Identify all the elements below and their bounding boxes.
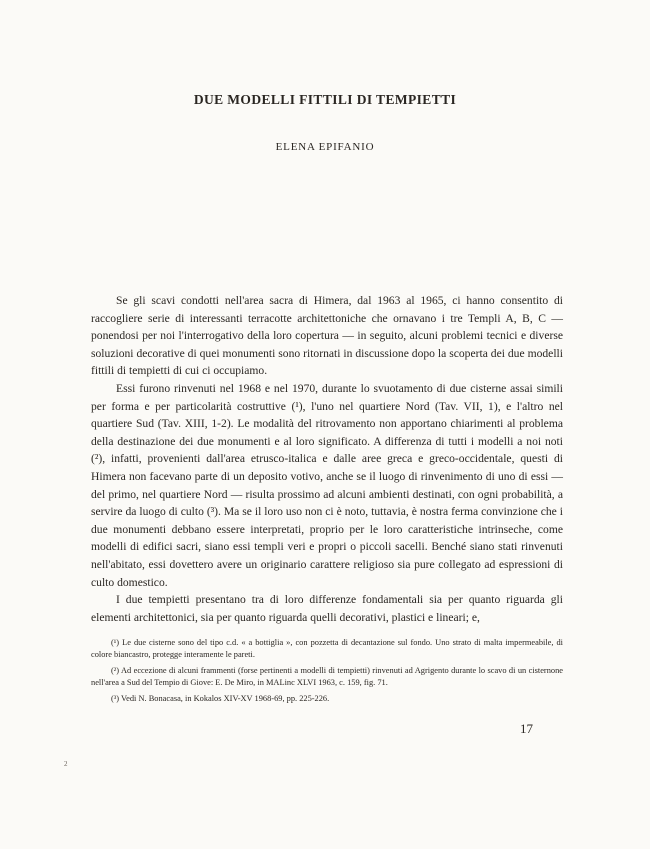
article-body: [91, 292, 563, 626]
footnote: (¹) Le due cisterne sono del tipo c.d. « a bottiglia », con pozzetta di decantazione sul fondo. Uno strato di malta impermeabile, di colore biancastro, protegge interamente le pareti.: [91, 638, 563, 659]
author-name: ELENA EPIFANIO: [275, 141, 375, 153]
page-number: 17: [520, 721, 533, 736]
paragraph: Se gli scavi condotti nell'area sacra di Himera, dal 1963 al 1965, ci hanno consentito di raccogliere serie di interessanti terracotte architettoniche che ornavano i tre Templi A, B, C — ponendosi per noi l'interrogativo della loro copertura — in seguito, alcuni problemi tecnici e diverse soluzioni decorative di quei monumenti sono ritornati in discussione dopo la scoperta dei due modelli fittili di tempietti di cui ci occupiamo.: [91, 294, 563, 378]
paragraph: I due tempietti presentano tra di loro differenze fondamentali sia per quanto riguarda gli elementi architettonici, sia per quanto riguarda quelli decorativi, plastici e lineari; e,: [91, 593, 563, 624]
footnotes: [91, 637, 563, 709]
article-title: DUE MODELLI FITTILI DI TEMPIETTI: [193, 92, 457, 107]
footnote: (³) Vedi N. Bonacasa, in Kokalos XIV-XV 1968-69, pp. 225-226.: [111, 694, 330, 703]
printer-mark: 2: [64, 760, 68, 768]
footnote: (²) Ad eccezione di alcuni frammenti (forse pertinenti a modelli di tempietti) rinvenuti ad Agrigento durante lo scavo di un cisternone nell'area a Sud del Tempio di Giove: E. De Miro, in MALinc XLVI 1963, c. 159, fig. 71.: [91, 666, 563, 687]
paragraph: Essi furono rinvenuti nel 1968 e nel 1970, durante lo svuotamento di due cisterne assai simili per forma e per particolarità costruttive (¹), l'uno nel quartiere Nord (Tav. VII, 1), e l'altro nel quartiere Sud (Tav. XIII, 1-2). Le modalità del ritrovamento non apportano chiarimenti al problema della destinazione dei due monumenti e al loro significato. A differenza di tutti i modelli a noi noti (²), infatti, provenienti dall'area etrusco-italica e dalle aree greca e greco-occidentale, questi di Himera non facevano parte di un deposito votivo, anche se il luogo di rinvenimento di uno di essi — del primo, nel quartiere Nord — risulta prossimo ad alcuni ambienti destinati, con ogni probabilità, a servire da luogo di culto (³). Ma se il loro uso non ci è noto, tuttavia, è nostra ferma convinzione che i due monumenti debbano essere interpretati, proprio per le loro caratteristiche intrinseche, come modelli di edifici sacri, siano essi templi veri e propri o piccoli sacelli. Benché siano stati rinvenuti nell'abitato, essi dovettero avere un originario carattere religioso sia pure collegato ad espressioni di culto domestico.: [91, 381, 563, 589]
